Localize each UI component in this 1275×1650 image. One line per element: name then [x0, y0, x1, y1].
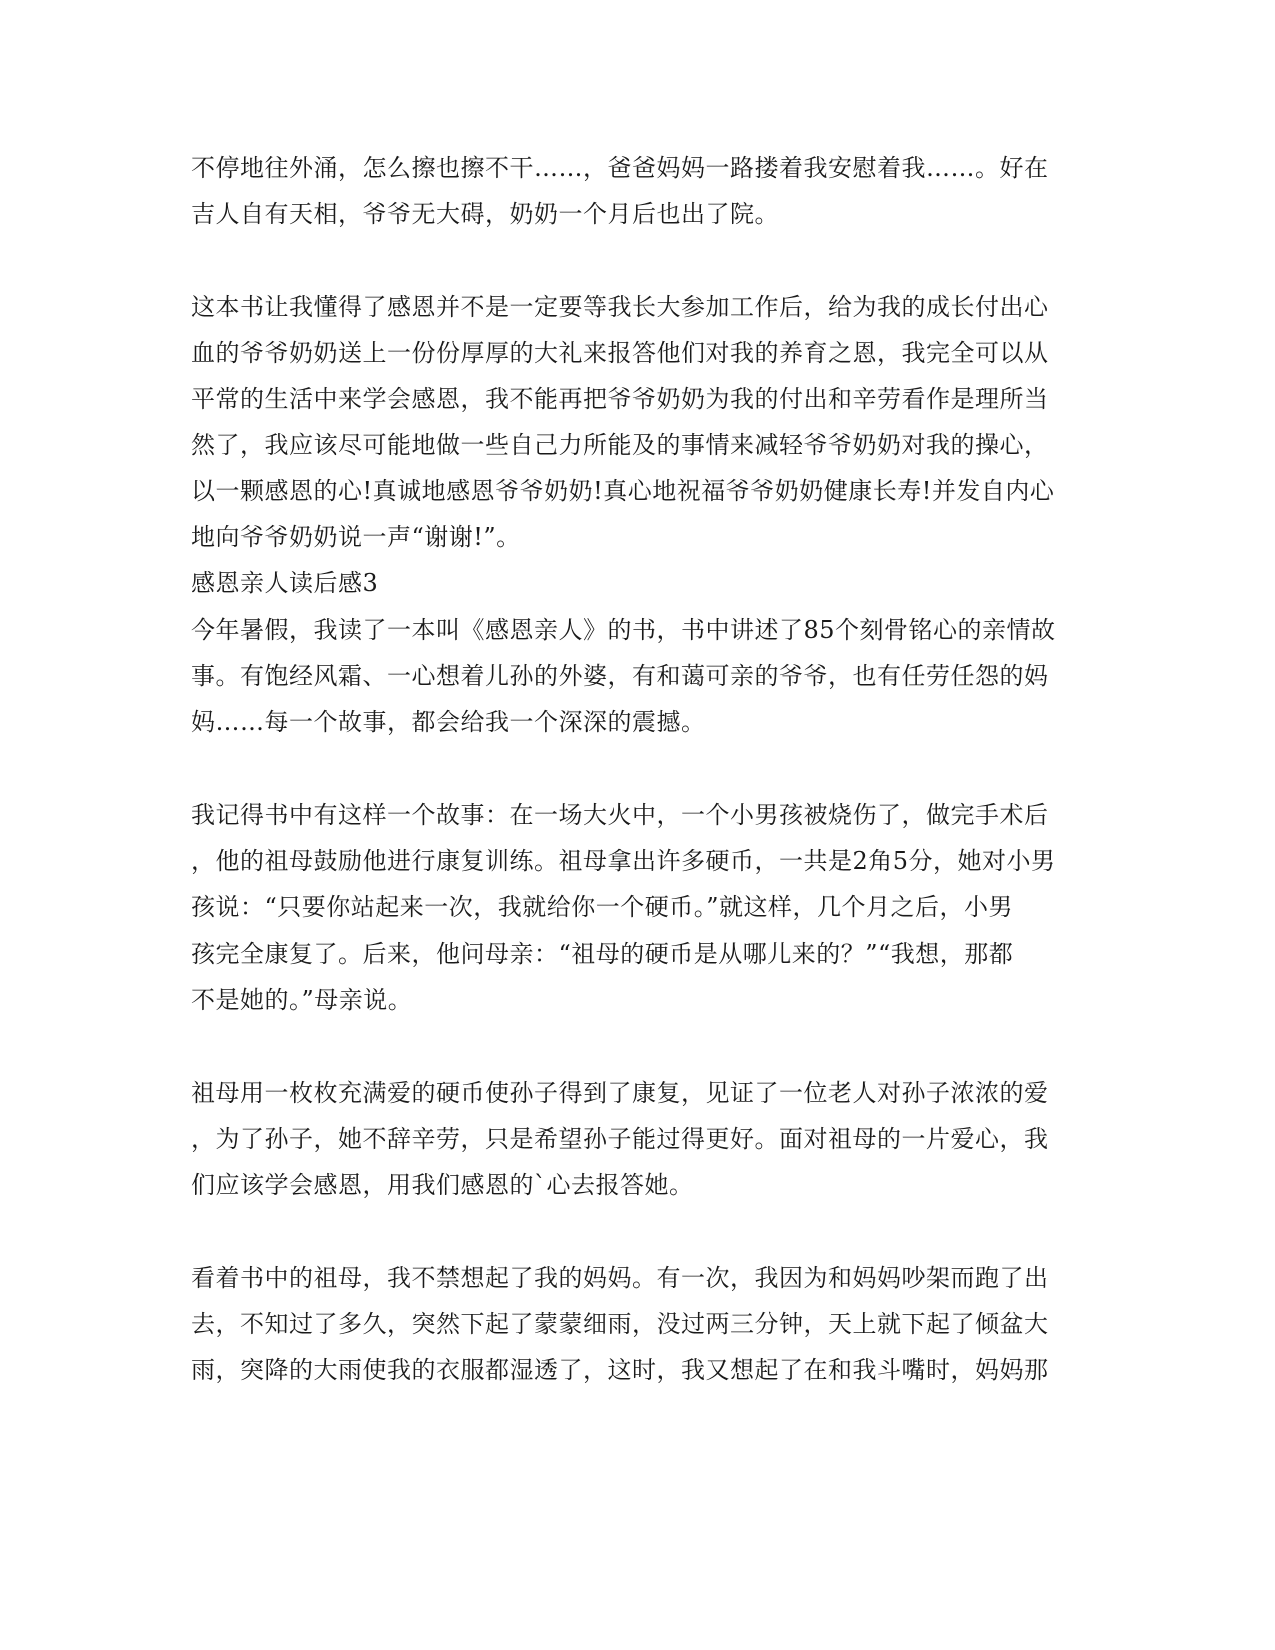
text-line: 不是她的。”母亲说。	[191, 986, 413, 1014]
text-line: 事。有饱经风霜、一心想着儿孙的外婆，有和蔼可亲的爷爷，也有任劳任怨的妈	[191, 662, 1049, 690]
text-line: ，他的祖母鼓励他进行康复训练。祖母拿出许多硬币，一共是2角5分，她对小男	[191, 847, 1056, 875]
text-line: ，为了孙子，她不辞辛劳，只是希望孙子能过得更好。面对祖母的一片爱心，我	[191, 1125, 1049, 1153]
text-line: 妈……每一个故事，都会给我一个深深的震撼。	[191, 708, 706, 736]
text-line: 去，不知过了多久，突然下起了蒙蒙细雨，没过两三分钟，天上就下起了倾盆大	[191, 1310, 1049, 1338]
text-line: 血的爷爷奶奶送上一份份厚厚的大礼来报答他们对我的养育之恩，我完全可以从	[191, 339, 1049, 367]
text-line: 们应该学会感恩，用我们感恩的`心去报答她。	[191, 1171, 694, 1199]
text-line: 看着书中的祖母，我不禁想起了我的妈妈。有一次，我因为和妈妈吵架而跑了出	[191, 1264, 1049, 1292]
text-line: 今年暑假，我读了一本叫《感恩亲人》的书，书中讲述了85个刻骨铭心的亲情故	[191, 616, 1056, 644]
text-line: 不停地往外涌，怎么擦也擦不干……，爸爸妈妈一路搂着我安慰着我……。好在	[191, 154, 1049, 182]
text-line: 孩完全康复了。后来，他问母亲：“祖母的硬币是从哪儿来的？”“我想，那都	[191, 940, 1014, 968]
text-line: 这本书让我懂得了感恩并不是一定要等我长大参加工作后，给为我的成长付出心	[191, 293, 1049, 321]
text-line: 吉人自有天相，爷爷无大碍，奶奶一个月后也出了院。	[191, 200, 779, 228]
text-line: 平常的生活中来学会感恩，我不能再把爷爷奶奶为我的付出和辛劳看作是理所当	[191, 385, 1049, 413]
text-line: 然了，我应该尽可能地做一些自己力所能及的事情来减轻爷爷奶奶对我的操心，	[191, 431, 1049, 459]
section-heading: 感恩亲人读后感3	[191, 569, 379, 597]
text-line: 地向爷爷奶奶说一声“谢谢!”。	[191, 523, 521, 551]
text-line: 以一颗感恩的心!真诚地感恩爷爷奶奶!真心地祝福爷爷奶奶健康长寿!并发自内心	[191, 477, 1055, 505]
text-line: 祖母用一枚枚充满爱的硬币使孙子得到了康复，见证了一位老人对孙子浓浓的爱	[191, 1079, 1049, 1107]
text-line: 我记得书中有这样一个故事：在一场大火中，一个小男孩被烧伤了，做完手术后	[191, 801, 1049, 829]
text-line: 孩说：“只要你站起来一次，我就给你一个硬币。”就这样，几个月之后，小男	[191, 893, 1014, 921]
text-line: 雨，突降的大雨使我的衣服都湿透了，这时，我又想起了在和我斗嘴时，妈妈那	[191, 1356, 1049, 1384]
